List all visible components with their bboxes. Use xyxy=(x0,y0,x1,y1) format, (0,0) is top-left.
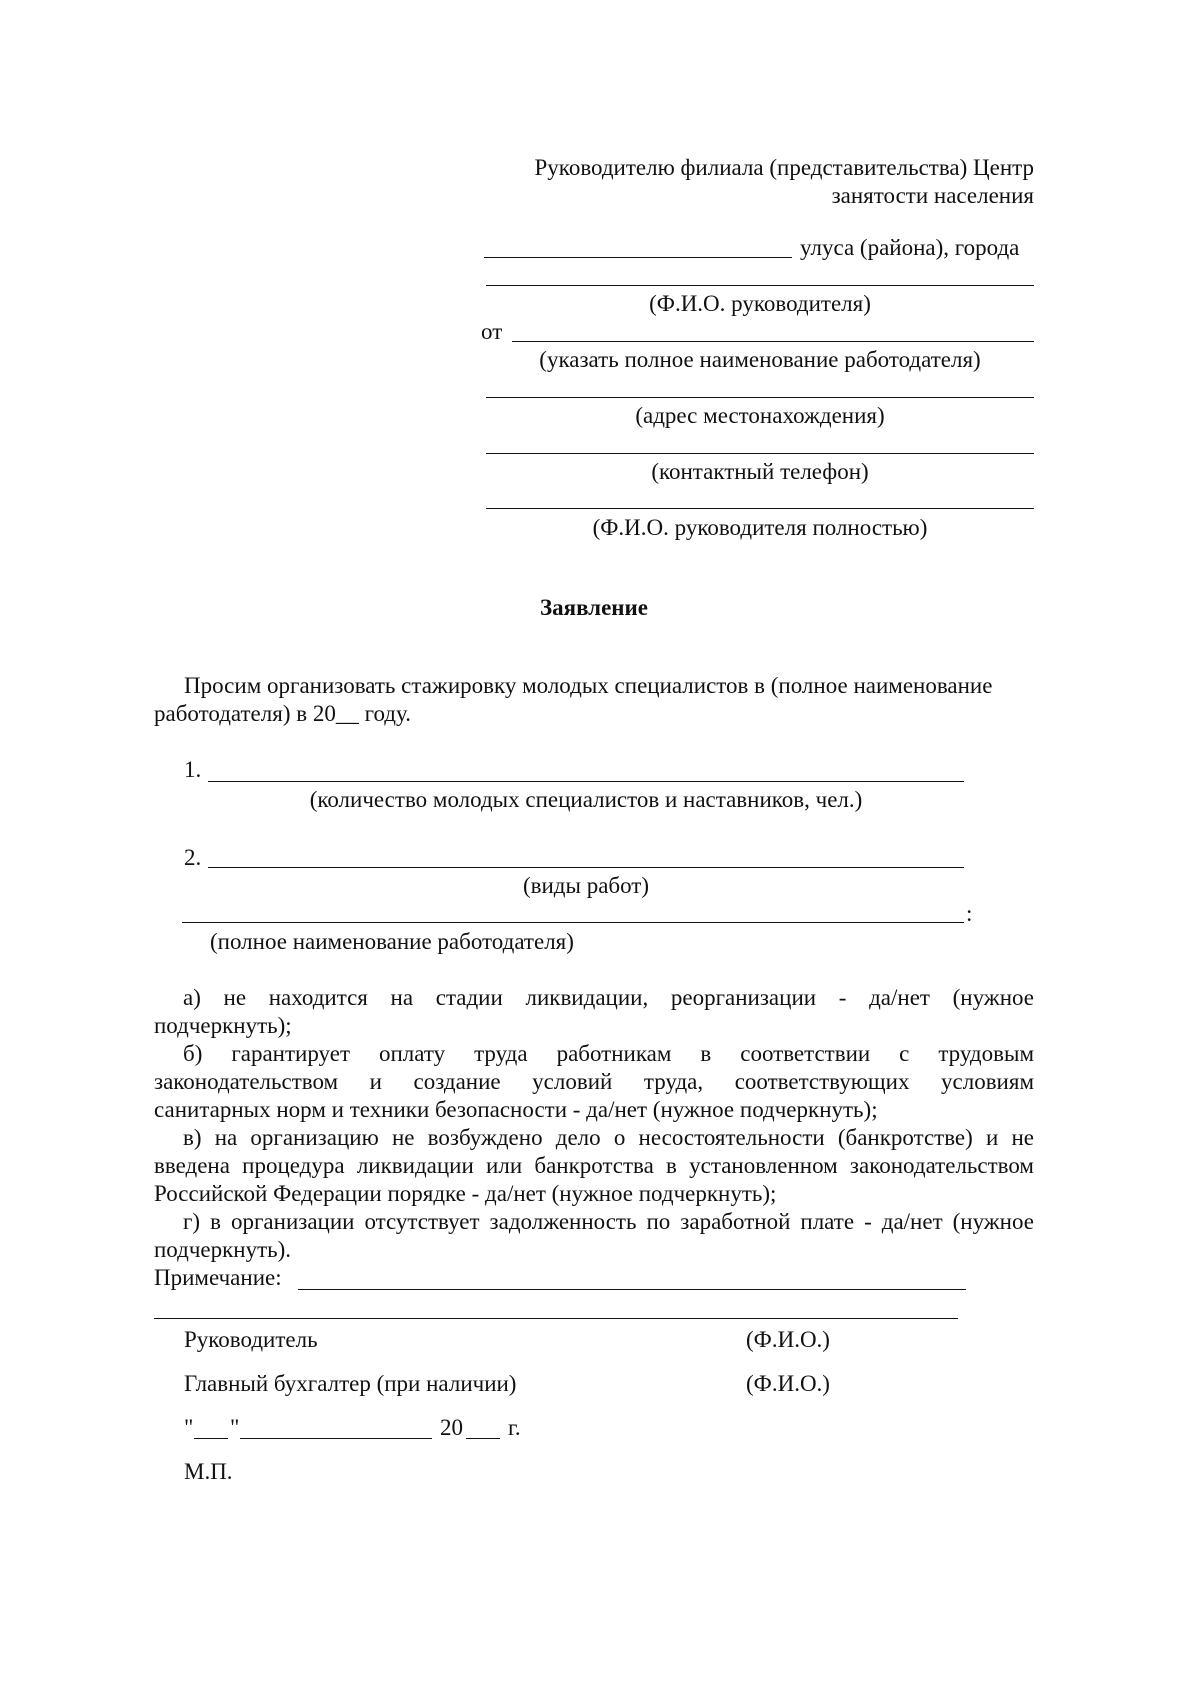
item-2-number: 2. xyxy=(184,845,202,870)
item-2-blank[interactable] xyxy=(208,867,964,868)
condition-g-line-1: г) в организации отсутствует задолженность по заработной плате - да/нет (нужное xyxy=(183,1209,1034,1234)
item-2-caption: (виды работ) xyxy=(522,873,650,898)
item-1-caption: (количество молодых специалистов и наставников, чел.) xyxy=(309,787,863,812)
employer-caption-2: (полное наименование работодателя) xyxy=(210,929,574,954)
condition-v-line-3: Российской Федерации порядке - да/нет (нужное подчеркнуть); xyxy=(154,1181,777,1206)
district-suffix: улуса (района), города xyxy=(800,235,1020,260)
director-caption: (Ф.И.О. руководителя) xyxy=(649,291,871,316)
note-blank-1[interactable] xyxy=(298,1289,966,1290)
address-blank[interactable] xyxy=(486,397,1034,398)
phone-blank[interactable] xyxy=(486,453,1034,454)
employer-caption: (указать полное наименование работодателя) xyxy=(539,347,981,372)
accountant-signature-label: Главный бухгалтер (при наличии) xyxy=(184,1371,517,1396)
from-label: от xyxy=(481,319,503,344)
address-caption: (адрес местонахождения) xyxy=(635,403,885,428)
employer-colon: : xyxy=(966,901,973,926)
date-day-blank[interactable] xyxy=(194,1438,228,1439)
director-full-caption: (Ф.И.О. руководителя полностью) xyxy=(592,515,928,540)
director-full-name-blank[interactable] xyxy=(486,508,1034,509)
employer-name-blank[interactable] xyxy=(512,341,1034,342)
date-quote-close: " xyxy=(230,1415,240,1440)
condition-a-line-2: подчеркнуть); xyxy=(154,1013,292,1038)
director-signature-label: Руководитель xyxy=(184,1327,318,1352)
note-label: Примечание: xyxy=(154,1265,282,1290)
date-year-prefix: 20 xyxy=(440,1415,463,1440)
phone-caption: (контактный телефон) xyxy=(651,459,869,484)
accountant-fio: (Ф.И.О.) xyxy=(746,1371,830,1396)
intro-line-1: Просим организовать стажировку молодых специалистов в (полное наименование xyxy=(184,673,993,698)
date-year-suffix: г. xyxy=(508,1415,521,1440)
employer-full-name-blank[interactable] xyxy=(182,922,964,923)
date-month-blank[interactable] xyxy=(240,1438,432,1439)
intro-line-2: работодателя) в 20__ году. xyxy=(154,701,411,726)
district-blank[interactable] xyxy=(484,257,792,258)
condition-v-line-2: введена процедура ликвидации или банкротства в установленном законодательством xyxy=(154,1153,1034,1178)
date-quote-open: " xyxy=(184,1415,194,1440)
director-name-blank[interactable] xyxy=(486,285,1034,286)
condition-b-line-3: санитарных норм и техники безопасности - да/нет (нужное подчеркнуть); xyxy=(154,1097,878,1122)
stamp-place: М.П. xyxy=(184,1459,233,1484)
addressee-line-1: Руководителю филиала (представительства) Центр xyxy=(534,155,1034,180)
condition-b-line-2: законодательством и создание условий труда, соответствующих условиям xyxy=(154,1069,1034,1094)
addressee-line-2: занятости населения xyxy=(831,183,1034,208)
document-title: Заявление xyxy=(539,595,649,620)
condition-b-line-1: б) гарантирует оплату труда работникам в соответствии с трудовым xyxy=(183,1041,1034,1066)
condition-a-line-1: а) не находится на стадии ликвидации, реорганизации - да/нет (нужное xyxy=(183,985,1034,1010)
item-1-number: 1. xyxy=(184,757,202,782)
date-year-blank[interactable] xyxy=(466,1438,500,1439)
item-1-blank[interactable] xyxy=(208,781,964,782)
condition-v-line-1: в) на организацию не возбуждено дело о несостоятельности (банкротстве) и не xyxy=(183,1125,1034,1150)
director-fio: (Ф.И.О.) xyxy=(746,1327,830,1352)
note-blank-2[interactable] xyxy=(154,1318,958,1319)
condition-g-line-2: подчеркнуть). xyxy=(154,1237,292,1262)
